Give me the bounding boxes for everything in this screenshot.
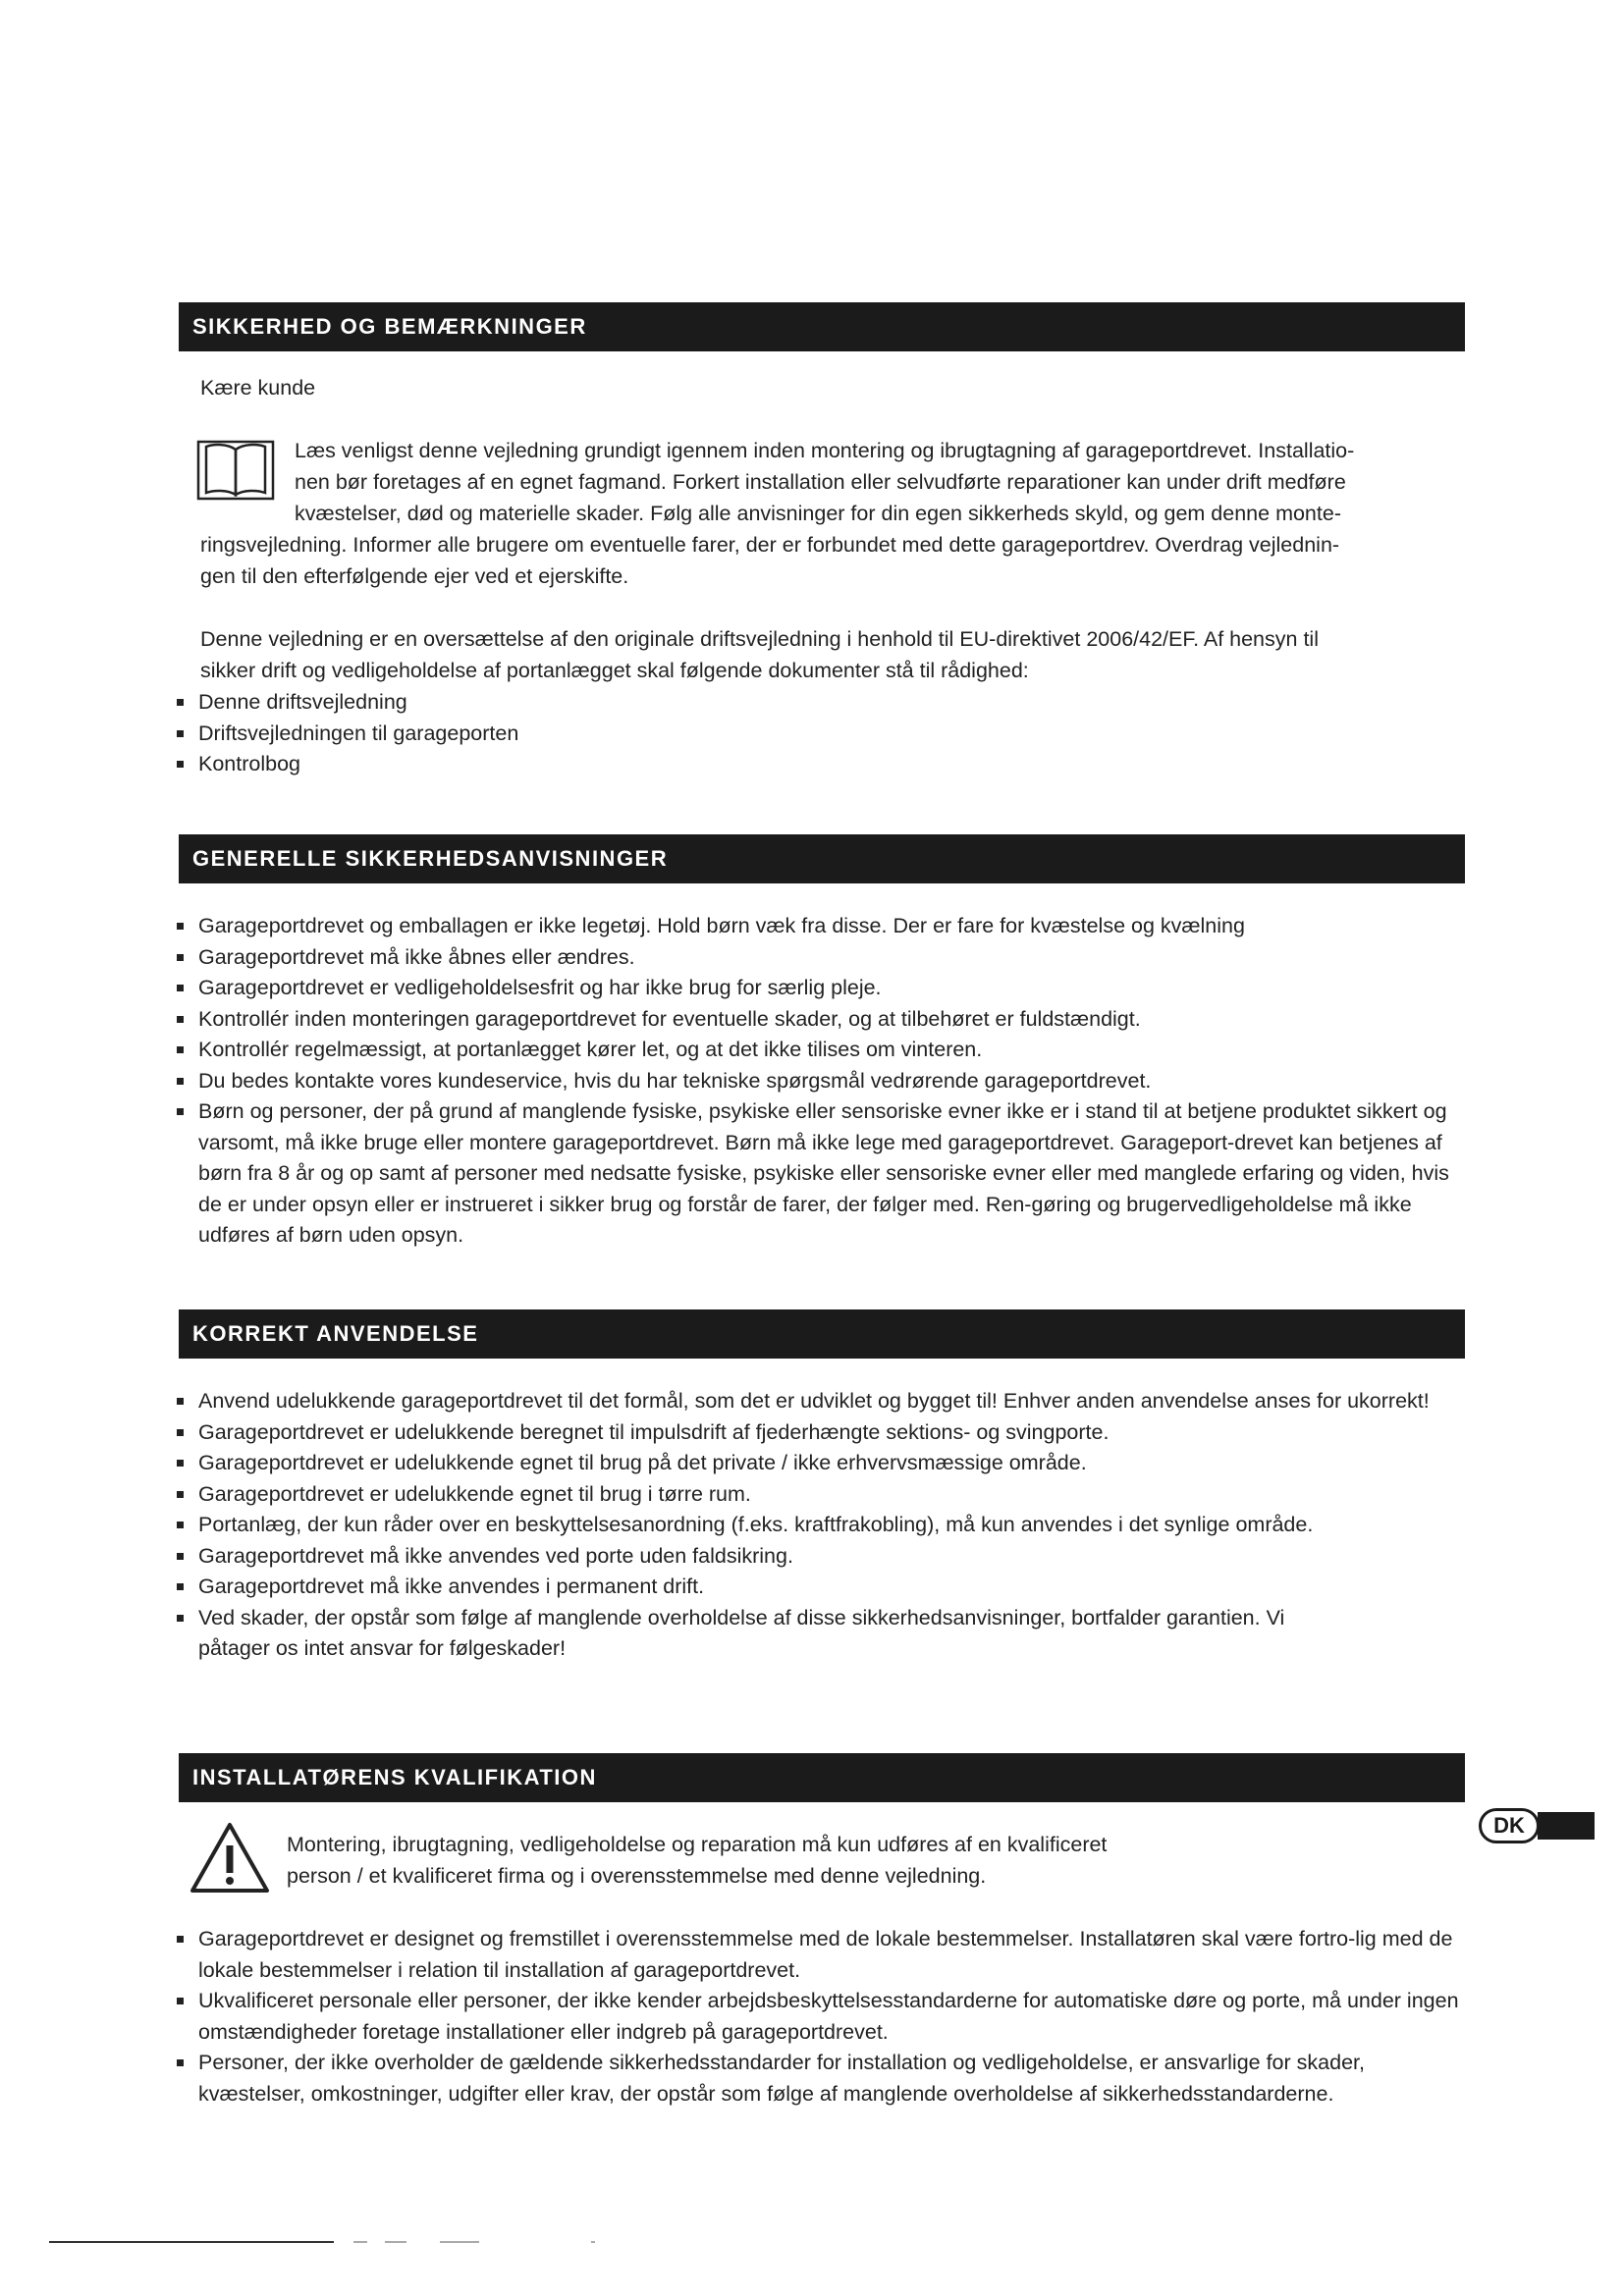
intro-line-5: gen til den efterfølgende ejer ved et ejerskifte. <box>200 564 629 588</box>
installer-warning-line-1: Montering, ibrugtagning, vedligeholdelse og reparation må kun udføres af en kvalificeret <box>287 1833 1108 1856</box>
footer-divider <box>49 2241 334 2243</box>
list-item: Kontrolbog <box>175 749 1471 780</box>
list-item: Ukvalificeret personale eller personer, der ikke kender arbejdsbeskyttelsesstandarderne for automatiske døre og porte, må under ingen omstændigheder foretage installationer eller indgreb på garageportdrevet. <box>175 1986 1461 2048</box>
language-badge-bar <box>1538 1812 1595 1840</box>
intro-line-4: ringsvejledning. Informer alle brugere om eventuelle farer, der er forbundet med dette garageportdrev. Overdrag vejlednin- <box>200 533 1340 557</box>
list-item: Personer, der ikke overholder de gældende sikkerhedsstandarder for installation og vedligeholdelse, er ansvarlige for skader, kvæstelser, omkostninger, udgifter eller krav, der opstår som følge af manglende overholdelse af sikkerhedsstandarderne. <box>175 2048 1461 2109</box>
installer-list <box>175 1924 1461 2109</box>
list-item: Kontrollér regelmæssigt, at portanlægget kører let, og at det ikke tilises om vinteren. <box>175 1035 1451 1066</box>
language-badge-label: DK <box>1479 1808 1540 1843</box>
section-header-safety: SIKKERHED OG BEMÆRKNINGER <box>179 302 1465 351</box>
translation-line-1: Denne vejledning er en oversættelse af den originale driftsvejledning i henhold til EU-direktivet 2006/42/EF. Af hensyn til <box>200 627 1319 651</box>
list-item: Garageportdrevet er udelukkende beregnet til impulsdrift af fjederhængte sektions- og svingporte. <box>175 1417 1451 1449</box>
list-item: Portanlæg, der kun råder over en beskyttelsesanordning (f.eks. kraftfrakobling), må kun anvendes i det synlige område. <box>175 1510 1451 1541</box>
intro-line-3: kvæstelser, død og materielle skader. Følg alle anvisninger for din egen sikkerheds skyld, og gem denne monte- <box>295 502 1341 525</box>
list-item: Du bedes kontakte vores kundeservice, hvis du har tekniske spørgsmål vedrørende garageportdrevet. <box>175 1066 1451 1097</box>
list-item: Driftsvejledningen til garageporten <box>175 719 1471 750</box>
list-item: Garageportdrevet må ikke anvendes ved porte uden faldsikring. <box>175 1541 1451 1573</box>
footer-mark <box>440 2241 479 2243</box>
warning-triangle-icon <box>189 1820 271 1896</box>
section-header-installer: INSTALLATØRENS KVALIFIKATION <box>179 1753 1465 1802</box>
general-safety-list <box>175 911 1451 1252</box>
list-item: Denne driftsvejledning <box>175 687 1471 719</box>
list-item: Garageportdrevet er udelukkende egnet til brug på det private / ikke erhvervsmæssige område. <box>175 1448 1451 1479</box>
list-item: Garageportdrevet må ikke åbnes eller ændres. <box>175 942 1451 974</box>
list-item: Garageportdrevet er designet og fremstillet i overensstemmelse med de lokale bestemmelser. Installatøren skal være fortro-lig med de lokale bestemmelser i relation til installation af garageportdrevet. <box>175 1924 1461 1986</box>
open-book-icon <box>196 434 275 503</box>
greeting: Kære kunde <box>200 376 316 400</box>
list-item: Anvend udelukkende garageportdrevet til det formål, som det er udviklet og bygget til! Enhver anden anvendelse anses for ukorrekt! <box>175 1386 1451 1417</box>
documents-list <box>175 687 1471 780</box>
installer-warning-line-2: person / et kvalificeret firma og i overensstemmelse med denne vejledning. <box>287 1864 987 1888</box>
list-item: Kontrollér inden monteringen garageportdrevet for eventuelle skader, og at tilbehøret er fuldstændigt. <box>175 1004 1451 1036</box>
footer-mark <box>591 2241 595 2243</box>
intro-line-1: Læs venligst denne vejledning grundigt igennem inden montering og ibrugtagning af garageportdrevet. Installatio- <box>295 439 1355 462</box>
footer-mark <box>353 2241 367 2243</box>
usage-list <box>175 1386 1451 1665</box>
list-item: Garageportdrevet er udelukkende egnet til brug i tørre rum. <box>175 1479 1451 1511</box>
list-item: Børn og personer, der på grund af manglende fysiske, psykiske eller sensoriske evner ikke er i stand til at betjene produktet sikkert og varsomt, må ikke bruge eller montere garageportdrevet. Børn må ikke lege med garageportdrevet. Garageport-drevet kan betjenes af børn fra 8 år og op samt af personer med nedsatte fysiske, psykiske eller sensoriske evner eller med manglede erfaring og viden, hvis de er under opsyn eller er instrueret i sikker brug og forstår de farer, der følger med. Ren-gøring og brugervedligeholdelse må ikke udføres af børn uden opsyn. <box>175 1096 1451 1252</box>
list-item: Ved skader, der opstår som følge af manglende overholdelse af disse sikkerhedsanvisninger, bortfalder garantien. Vi påtager os intet ansvar for følgeskader! <box>175 1603 1451 1665</box>
language-badge <box>1479 1808 1595 1845</box>
list-item: Garageportdrevet og emballagen er ikke legetøj. Hold børn væk fra disse. Der er fare for kvæstelse og kvælning <box>175 911 1451 942</box>
section-header-usage: KORREKT ANVENDELSE <box>179 1309 1465 1359</box>
list-item: Garageportdrevet må ikke anvendes i permanent drift. <box>175 1572 1451 1603</box>
list-item: Garageportdrevet er vedligeholdelsesfrit og har ikke brug for særlig pleje. <box>175 973 1451 1004</box>
section-header-general: GENERELLE SIKKERHEDSANVISNINGER <box>179 834 1465 883</box>
translation-line-2: sikker drift og vedligeholdelse af portanlægget skal følgende dokumenter stå til rådighed: <box>200 659 1029 682</box>
intro-line-2: nen bør foretages af en egnet fagmand. Forkert installation eller selvudførte reparationer kan under drift medføre <box>295 470 1346 494</box>
footer-mark <box>385 2241 406 2243</box>
